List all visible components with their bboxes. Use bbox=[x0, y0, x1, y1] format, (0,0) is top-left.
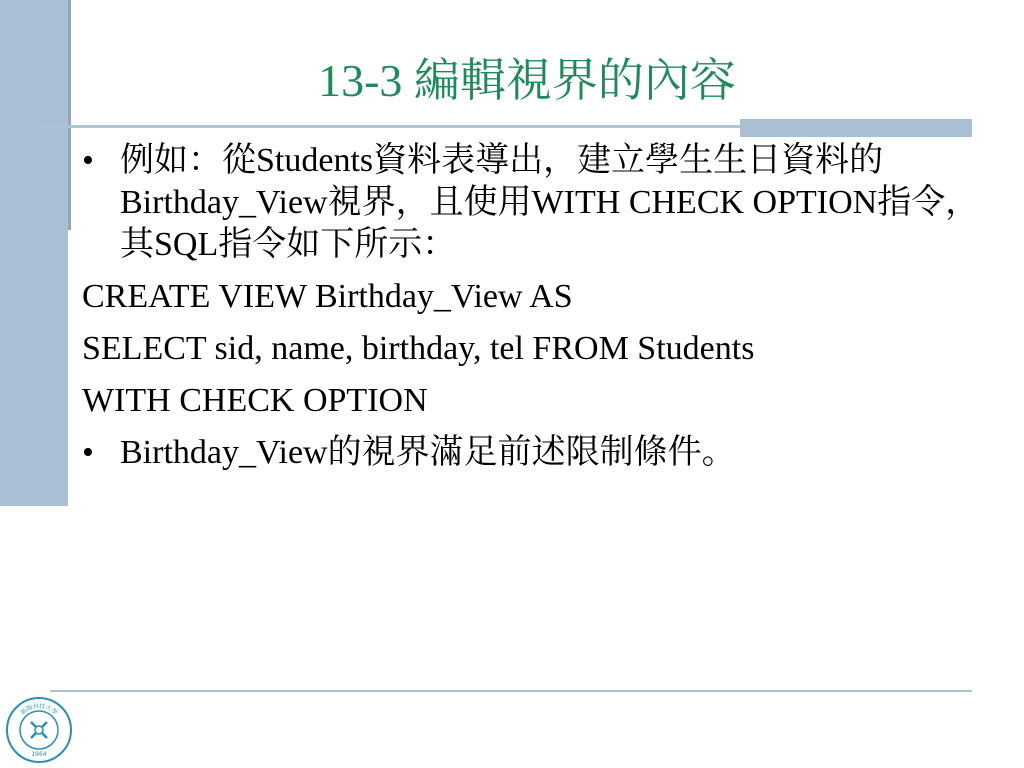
title-accent-block bbox=[740, 119, 972, 137]
bullet-dot: • bbox=[82, 434, 94, 471]
bullet-item bbox=[82, 432, 982, 474]
left-accent-line bbox=[68, 0, 71, 230]
logo-year: 1964 bbox=[31, 751, 47, 758]
bullet-item bbox=[82, 140, 982, 266]
bullet-text: 例如：從Students資料表導出，建立學生生日資料的Birthday_View視界，且使用WITH CHECK OPTION指令，其SQL指令如下所示： bbox=[120, 142, 980, 263]
slide-title: 13-3 編輯視界的內容 bbox=[318, 55, 736, 106]
logo-name-text: 新陶科技大學 bbox=[19, 702, 59, 717]
university-logo bbox=[5, 696, 73, 764]
sql-line: WITH CHECK OPTION bbox=[82, 382, 428, 419]
footer-divider bbox=[50, 690, 972, 692]
bullet-text: Birthday_View的視界滿足前述限制條件。 bbox=[120, 434, 736, 471]
slide-body bbox=[82, 140, 982, 484]
bullet-dot: • bbox=[82, 142, 94, 179]
sql-line: SELECT sid, name, birthday, tel FROM Students bbox=[82, 330, 755, 367]
sql-line: CREATE VIEW Birthday_View AS bbox=[82, 278, 573, 315]
